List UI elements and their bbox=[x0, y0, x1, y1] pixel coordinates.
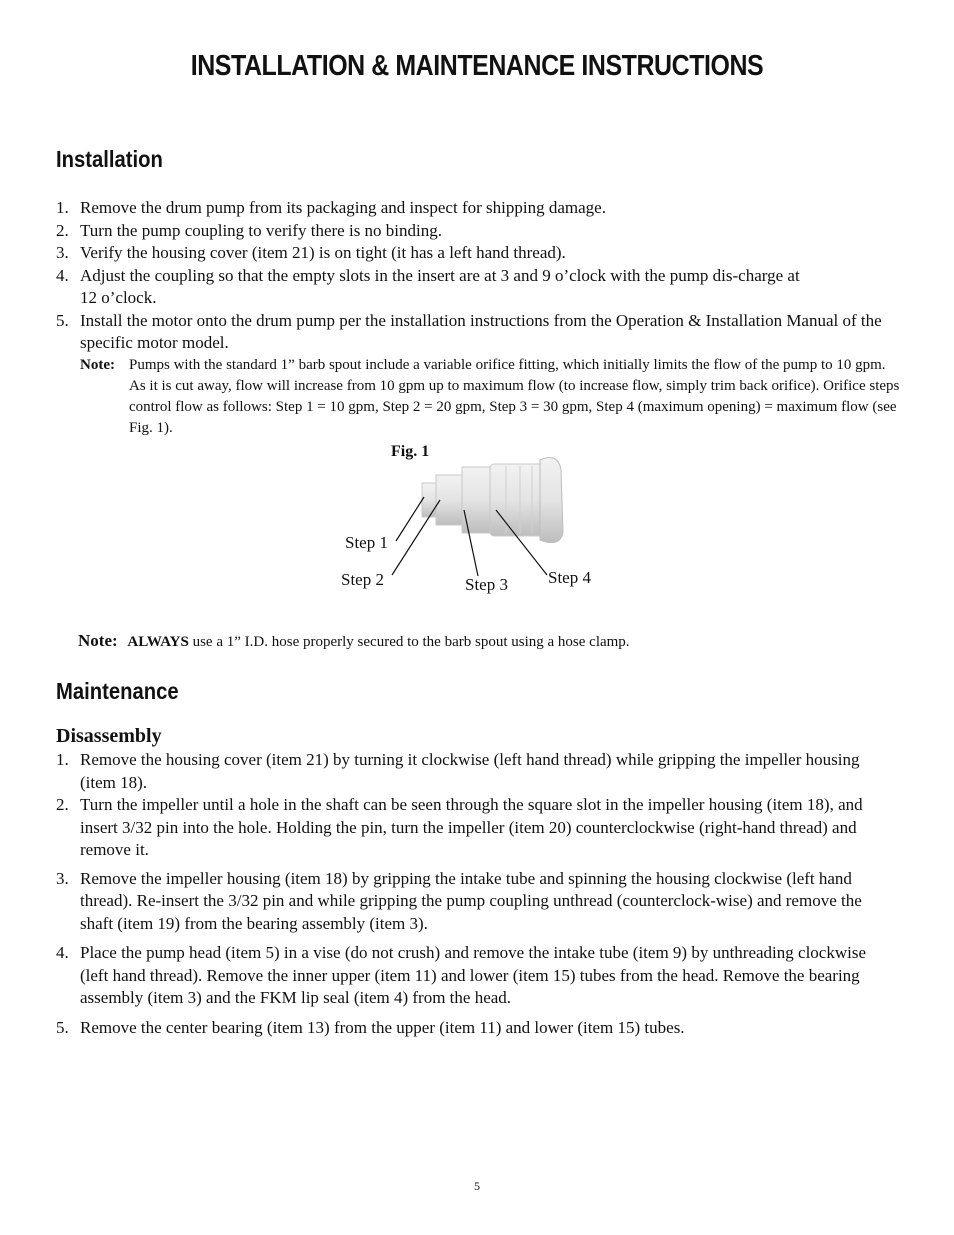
disassembly-steps bbox=[56, 749, 896, 1039]
installation-steps bbox=[56, 197, 896, 355]
note-emphasis: ALWAYS bbox=[127, 634, 189, 650]
list-item: 2. Turn the impeller until a hole in the shaft can be seen through the square slot in the impeller housing (item 18), and insert 3/32 pin into the hole. Holding the pin, turn the impeller (item 20) counterclockwise (right-hand thread) and remove it. bbox=[56, 795, 863, 859]
hose-note bbox=[78, 631, 630, 651]
list-item: 1. Remove the housing cover (item 21) by turning it clockwise (left hand thread) while gripping the impeller housing (item 18). bbox=[56, 750, 860, 792]
step-2-label: Step 2 bbox=[341, 570, 384, 589]
list-item: 4. Adjust the coupling so that the empty slots in the insert are at 3 and 9 o’clock with the pump dis-charge at 12 o’clock. bbox=[56, 265, 800, 307]
installation-heading: Installation bbox=[56, 146, 163, 172]
note-text: use a 1” I.D. hose properly secured to the barb spout using a hose clamp. bbox=[192, 634, 630, 650]
list-item: 3. Verify the housing cover (item 21) is on tight (it has a left hand thread). bbox=[56, 243, 566, 262]
list-item: 5. Remove the center bearing (item 13) from the upper (item 11) and lower (item 15) tubes. bbox=[56, 1017, 685, 1037]
list-item: 2. Turn the pump coupling to verify there is no binding. bbox=[56, 220, 443, 240]
page-number: 5 bbox=[474, 1179, 480, 1193]
note-text: Pumps with the standard 1” barb spout include a variable orifice fitting, which initially limits the flow of the pump to 10 gpm. As it is cut away, flow will increase from 10 gpm up to maximum flow (to increase flow, simply trim back orifice). Orifice steps control flow as follows: Step 1 = 10 gpm, Step 2 = 20 gpm, Step 3 = 30 gpm, Step 4 (maximum opening) = maximum flow (see Fig. 1). bbox=[129, 357, 900, 436]
list-item: 3. Remove the impeller housing (item 18) by gripping the intake tube and spinning the housing clockwise (left hand thread). Re-insert the 3/32 pin and while gripping the pump coupling unthread (counterclock-wise) and remove the shaft (item 19) from the bearing assembly (item 3). bbox=[56, 868, 862, 933]
list-item: 5. Install the motor onto the drum pump per the installation instructions from the Operation & Installation Manual of the specific motor model. bbox=[56, 310, 882, 352]
step-3-label: Step 3 bbox=[465, 575, 508, 594]
note-label: Note: bbox=[78, 631, 118, 650]
list-item: 1. Remove the drum pump from its packaging and inspect for shipping damage. bbox=[56, 198, 606, 217]
orifice-note bbox=[80, 355, 900, 439]
disassembly-subheading: Disassembly bbox=[56, 725, 162, 747]
list-item: 4. Place the pump head (item 5) in a vise (do not crush) and remove the intake tube (item 9) by unthreading clockwise (left hand thread). Remove the inner upper (item 11) and lower (item 15) tubes from the head. Remove the bearing assembly (item 3) and the FKM lip seal (item 4) from the head. bbox=[56, 943, 867, 1007]
step-1-label: Step 1 bbox=[345, 533, 388, 552]
maintenance-heading: Maintenance bbox=[56, 678, 179, 704]
note-label: Note: bbox=[80, 357, 115, 373]
figure-caption: Fig. 1 bbox=[391, 443, 430, 460]
step-4-label: Step 4 bbox=[548, 568, 591, 587]
figure-orifice-steps bbox=[330, 440, 630, 610]
page-title: INSTALLATION & MAINTENANCE INSTRUCTIONS bbox=[190, 50, 764, 82]
